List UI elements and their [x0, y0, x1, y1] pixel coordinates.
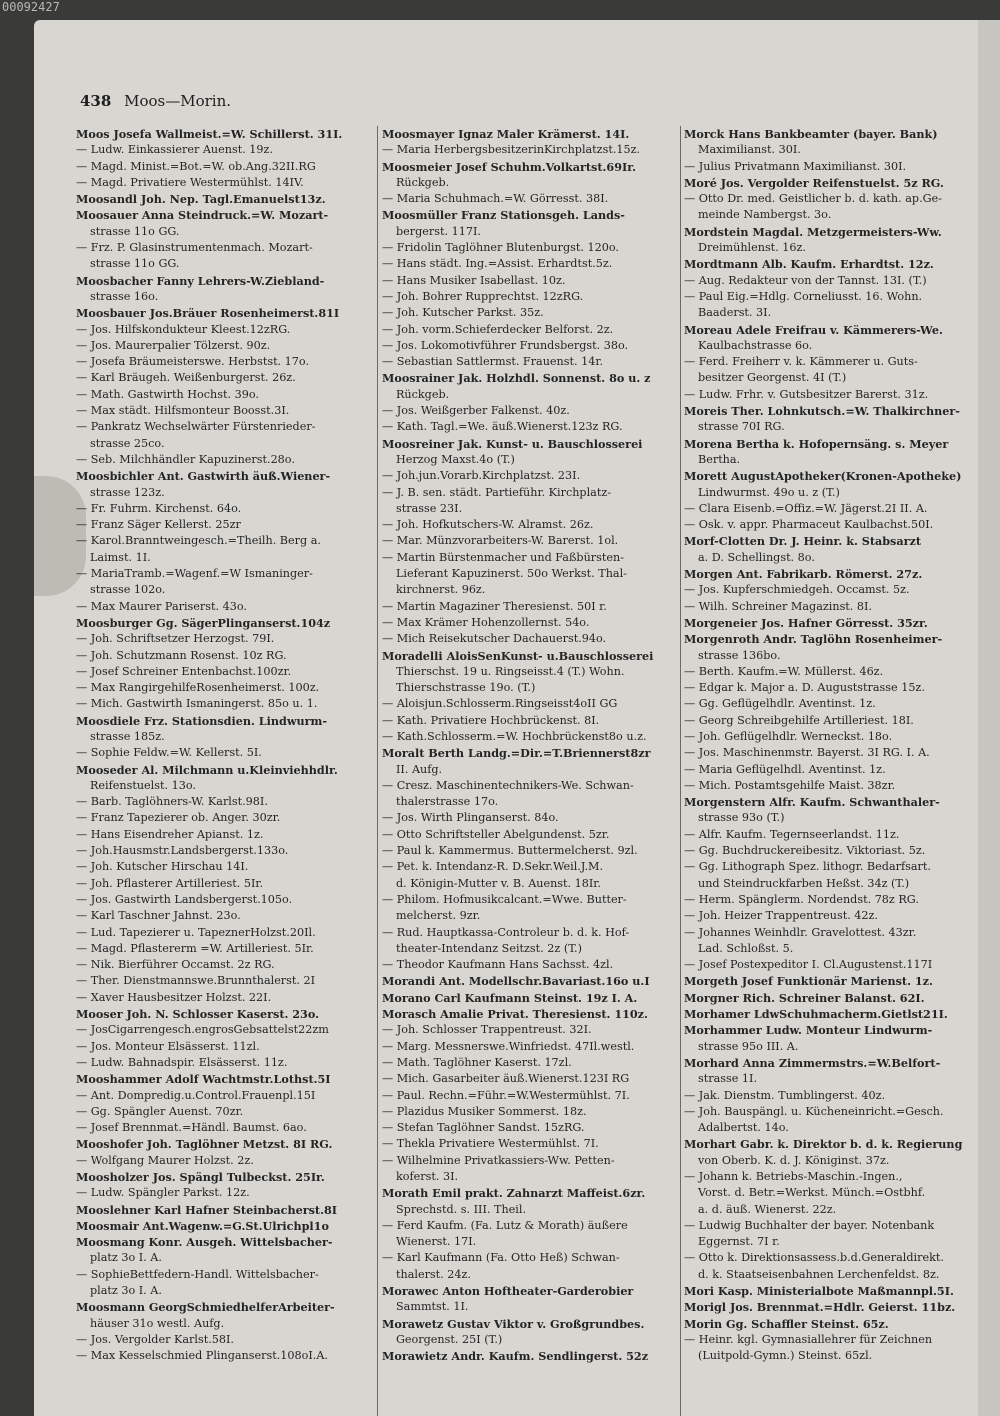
- entry-continuation-line: strasse 11o GG.: [90, 224, 180, 238]
- entry-continuation-line: strasse 95o III. A.: [698, 1039, 799, 1053]
- entry-line: — Pet. k. Intendanz-R. D.Sekr.Weil.J.M.: [382, 860, 604, 874]
- entry-surname-line: Morawec Anton Hoftheater-Garderobier: [382, 1284, 634, 1299]
- entry-line: — Mich Reisekutscher Dachauerst.94o.: [382, 632, 607, 646]
- entry-continuation-line: Adalbertst. 14o.: [698, 1121, 789, 1135]
- entry-surname-line: Morena Bertha k. Hofopernsäng. s. Meyer: [684, 436, 949, 451]
- entry-line: — Josef Brennmat.=Händl. Baumst. 6ao.: [76, 1121, 307, 1135]
- entry-surname-line: Moosholzer Jos. Spängl Tulbeckst. 25Ir.: [76, 1170, 325, 1184]
- entry-line: — Joh. Bohrer Rupprechtst. 12zRG.: [382, 289, 584, 303]
- entry-line: — Karl Kaufmann (Fa. Otto Heß) Schwan-: [382, 1251, 620, 1265]
- entry-line: — Aug. Redakteur von der Tannst. 13I. (T.): [684, 273, 927, 287]
- entry-line: — Gg. Geflügelhdlr. Aventinst. 1z.: [684, 697, 876, 711]
- entry-line: — Maria HerbergsbesitzerinKirchplatzst.15z.: [382, 143, 641, 157]
- entry-line: — Jos. Hilfskondukteur Kleest.12zRG.: [76, 322, 291, 336]
- entry-line: — Joh.Hausmstr.Landsbergerst.133o.: [76, 844, 289, 858]
- entry-surname-line: Moosmeier Josef Schuhm.Volkartst.69Ir.: [382, 159, 636, 174]
- entry-continuation-line: Baaderst. 3I.: [698, 306, 772, 320]
- scan-id-label: 00092427: [2, 0, 60, 14]
- entry-continuation-line: Herzog Maxst.4o (T.): [396, 452, 515, 466]
- column-divider: [680, 126, 681, 1416]
- entry-continuation-line: strasse 93o (T.): [698, 811, 785, 825]
- entry-continuation-line: besitzer Georgenst. 4I (T.): [698, 371, 847, 385]
- entry-line: — Joh. Schutzmann Rosenst. 10z RG.: [76, 648, 287, 662]
- entry-surname-line: Mooseder Al. Milchmann u.Kleinviehhdlr.: [76, 762, 338, 777]
- entry-continuation-line: koferst. 3I.: [396, 1170, 459, 1183]
- entry-line: — Max Kesselschmied Plinganserst.108oI.A.: [76, 1349, 328, 1363]
- entry-line: — Kath. Privatiere Hochbrückenst. 8I.: [382, 713, 600, 727]
- page-number: 438: [80, 92, 112, 110]
- entry-continuation-line: Vorst. d. Betr.=Werkst. Münch.=Ostbhf.: [698, 1186, 926, 1200]
- entry-line: — Magd. Pflastererm =W. Artilleriest. 5Ir.: [76, 941, 314, 955]
- entry-line: — Pankratz Wechselwärter Fürstenrieder-: [76, 420, 316, 434]
- entry-line: — Paul. Rechn.=Führ.=W.Westermühlst. 7I.: [382, 1088, 630, 1102]
- entry-surname-line: Morasch Amalie Privat. Theresienst. 110z.: [382, 1007, 648, 1022]
- entry-line: — Lud. Tapezierer u. TapeznerHolzst.20Il.: [76, 925, 316, 939]
- entry-surname-line: Moosreiner Jak. Kunst- u. Bauschlosserei: [382, 436, 643, 451]
- entry-line: — Nik. Bierführer Occamst. 2z RG.: [76, 958, 275, 972]
- entry-surname-line: Mooser Joh. N. Schlosser Kaserst. 23o.: [76, 1007, 319, 1022]
- entry-continuation-line: d. Königin-Mutter v. B. Auenst. 18Ir.: [396, 876, 601, 890]
- entry-continuation-line: kirchnerst. 96z.: [396, 583, 486, 597]
- entry-continuation-line: Bertha.: [698, 452, 741, 466]
- entry-line: — Johann k. Betriebs-Maschin.-Ingen.,: [684, 1170, 903, 1183]
- entry-line: — J. B. sen. städt. Partieführ. Kirchplatz-: [382, 485, 612, 499]
- entry-line: — Seb. Milchhändler Kapuzinerst.28o.: [76, 452, 295, 466]
- entry-surname-line: Morhard Anna Zimmermstrs.=W.Belfort-: [684, 1055, 941, 1070]
- directory-page: [34, 20, 1000, 1416]
- entry-continuation-line: (Luitpold-Gymn.) Steinst. 65zl.: [698, 1349, 873, 1363]
- entry-continuation-line: meinde Nambergst. 3o.: [698, 208, 832, 222]
- entry-continuation-line: Thierschstrasse 19o. (T.): [396, 681, 536, 695]
- entry-continuation-line: strasse 123z.: [90, 485, 165, 499]
- entry-line: — Josefa Bräumeisterswe. Herbstst. 17o.: [76, 355, 310, 369]
- entry-surname-line: Morgen Ant. Fabrikarb. Römerst. 27z.: [684, 567, 923, 582]
- entry-line: — Fr. Fuhrm. Kirchenst. 64o.: [76, 501, 242, 515]
- entry-surname-line: Moosmair Ant.Wagenw.=G.St.Ulrichpl1o: [76, 1218, 329, 1233]
- entry-line: — Magd. Minist.=Bot.=W. ob.Ang.32II.RG: [76, 159, 316, 173]
- entry-line: — Xaver Hausbesitzer Holzst. 22I.: [76, 990, 272, 1004]
- entry-continuation-line: von Oberb. K. d. J. Königinst. 37z.: [698, 1153, 890, 1167]
- entry-continuation-line: strasse 185z.: [90, 729, 165, 743]
- entry-continuation-line: strasse 11o GG.: [90, 257, 180, 271]
- entry-line: — Kath.Schlosserm.=W. Hochbrückenst8o u.z.: [382, 729, 647, 743]
- entry-line: — Marg. Messnerswe.Winfriedst. 47Il.westl.: [382, 1039, 635, 1053]
- entry-line: — Wilh. Schreiner Magazinst. 8I.: [684, 599, 873, 613]
- entry-line: — Joh. Kutscher Parkst. 35z.: [382, 306, 544, 320]
- entry-line: — Math. Taglöhner Kaserst. 17zl.: [382, 1055, 572, 1069]
- entry-line: — Otto k. Direktionsassess.b.d.Generaldirekt.: [684, 1251, 944, 1265]
- entry-line: — Franz Säger Kellerst. 25zr: [76, 518, 241, 532]
- entry-line: — Math. Gastwirth Hochst. 39o.: [76, 387, 259, 401]
- entry-surname-line: Moreis Ther. Lohnkutsch.=W. Thalkirchner-: [684, 404, 960, 419]
- entry-surname-line: Moosbauer Jos.Bräuer Rosenheimerst.81I: [76, 306, 340, 321]
- entry-surname-line: Morano Carl Kaufmann Steinst. 19z I. A.: [382, 990, 638, 1005]
- entry-line: — Paul k. Kammermus. Buttermelcherst. 9zl.: [382, 844, 638, 858]
- entry-surname-line: Moosandl Joh. Nep. Tagl.Emanuelst13z.: [76, 192, 326, 207]
- entry-line: — MariaTramb.=Wagenf.=W Ismaninger-: [76, 567, 313, 581]
- entry-line: — Franz Tapezierer ob. Anger. 30zr.: [76, 811, 281, 825]
- entry-line: — Berth. Kaufm.=W. Müllerst. 46z.: [684, 664, 884, 678]
- entry-surname-line: Morgeth Josef Funktionär Marienst. 1z.: [684, 974, 933, 989]
- entry-continuation-line: Wienerst. 17I.: [396, 1235, 477, 1249]
- entry-line: — Karol.Branntweingesch.=Theilh. Berg a.: [76, 534, 321, 548]
- entry-line: — Thekla Privatiere Westermühlst. 7I.: [382, 1137, 599, 1151]
- entry-line: — Max RangirgehilfeRosenheimerst. 100z.: [76, 681, 320, 695]
- entry-surname-line: Morgner Rich. Schreiner Balanst. 62I.: [684, 990, 925, 1005]
- entry-line: — Aloisjun.Schlosserm.Ringseisst4oII GG: [382, 697, 618, 711]
- entry-line: — Josef Postexpeditor I. Cl.Augustenst.117I: [684, 958, 933, 972]
- entry-line: — Julius Privatmann Maximilianst. 30I.: [684, 159, 907, 173]
- entry-line: — Plazidus Musiker Sommerst. 18z.: [382, 1104, 587, 1118]
- entry-line: — Martin Magaziner Theresienst. 50I r.: [382, 599, 607, 613]
- entry-continuation-line: Reifenstuelst. 13o.: [90, 778, 196, 792]
- entry-line: — Ant. Dompredig.u.Control.Frauenpl.15I: [76, 1088, 316, 1102]
- entry-surname-line: Morhamer LdwSchuhmacherm.Gietlst21I.: [684, 1007, 948, 1022]
- entry-surname-line: Morgeneier Jos. Hafner Görresst. 35zr.: [684, 615, 928, 630]
- entry-line: — Mich. Gastwirth Ismaningerst. 85o u. 1.: [76, 697, 318, 711]
- entry-surname-line: Moreau Adele Freifrau v. Kämmerers-We.: [684, 322, 943, 337]
- entry-continuation-line: thalerstrasse 17o.: [396, 795, 499, 809]
- entry-surname-line: Mordstein Magdal. Metzgermeisters-Ww.: [684, 224, 942, 239]
- entry-line: — Jos. Gastwirth Landsbergerst.105o.: [76, 892, 293, 906]
- entry-line: — Karl Bräugeh. Weißenburgerst. 26z.: [76, 371, 296, 385]
- entry-line: — Ludw. Bahnadspir. Elsässerst. 11z.: [76, 1055, 288, 1069]
- entry-line: — Otto Schriftsteller Abelgundenst. 5zr.: [382, 827, 610, 841]
- entry-line: — Joh. Pflasterer Artilleriest. 5Ir.: [76, 876, 264, 890]
- entry-line: — Wolfgang Maurer Holzst. 2z.: [76, 1153, 254, 1167]
- entry-line: — Joh. Hofkutschers-W. Alramst. 26z.: [382, 518, 594, 532]
- entry-continuation-line: d. k. Staatseisenbahnen Lerchenfeldst. 8z.: [698, 1267, 940, 1281]
- entry-surname-line: Morhart Gabr. k. Direktor b. d. k. Regierung: [684, 1137, 963, 1152]
- entry-line: — Mich. Postamtsgehilfe Maist. 38zr.: [684, 778, 896, 792]
- entry-continuation-line: thalerst. 24z.: [396, 1267, 471, 1281]
- entry-line: — Fridolin Taglöhner Blutenburgst. 120o.: [382, 241, 619, 255]
- entry-continuation-line: Lad. Schloßst. 5.: [698, 941, 794, 955]
- entry-line: — Karl Taschner Jahnst. 23o.: [76, 909, 241, 923]
- entry-line: — Gg. Lithograph Spez. lithogr. Bedarfsart.: [684, 860, 931, 874]
- entry-continuation-line: Lieferant Kapuzinerst. 50o Werkst. Thal-: [396, 567, 627, 581]
- entry-continuation-line: a. d. äuß. Wienerst. 22z.: [698, 1202, 837, 1216]
- entry-continuation-line: Laimst. 1I.: [90, 550, 151, 564]
- entry-continuation-line: strasse 16o.: [90, 289, 159, 303]
- entry-line: — Ludw. Frhr. v. Gutsbesitzer Barerst. 31z.: [684, 387, 929, 401]
- entry-surname-line: Moosbichler Ant. Gastwirth äuß.Wiener-: [76, 469, 331, 484]
- entry-line: — Alfr. Kaufm. Tegernseerlandst. 11z.: [684, 827, 900, 841]
- entry-line: — Paul Eig.=Hdlg. Corneliusst. 16. Wohn.: [684, 289, 923, 303]
- entry-surname-line: Morawietz Andr. Kaufm. Sendlingerst. 52z: [382, 1349, 649, 1364]
- entry-line: — Ludwig Buchhalter der bayer. Notenbank: [684, 1218, 935, 1232]
- entry-continuation-line: II. Aufg.: [396, 762, 443, 776]
- entry-line: — Jos. Vergolder Karlst.58I.: [76, 1332, 234, 1346]
- entry-line: — Joh. Heizer Trappentreust. 42z.: [684, 909, 878, 923]
- entry-line: — Edgar k. Major a. D. Auguststrasse 15z.: [684, 681, 925, 695]
- entry-line: — Kath. Tagl.=We. äuß.Wienerst.123z RG.: [382, 420, 623, 434]
- entry-line: — Ferd. Freiherr v. k. Kämmerer u. Guts-: [684, 355, 918, 369]
- entry-line: — Cresz. Maschinentechnikers-We. Schwan-: [382, 778, 634, 792]
- entry-line: — Jak. Dienstm. Tumblingerst. 40z.: [684, 1088, 886, 1102]
- entry-line: — Joh. Bauspängl. u. Kücheneinricht.=Gesch.: [684, 1104, 944, 1118]
- entry-line: — JosCigarrengesch.engrosGebsattelst22zm: [76, 1023, 329, 1037]
- entry-surname-line: Morigl Jos. Brennmat.=Hdlr. Geierst. 11bz.: [684, 1300, 956, 1315]
- entry-continuation-line: Thierschst. 19 u. Ringseisst.4 (T.) Wohn.: [396, 664, 625, 678]
- column-divider: [377, 126, 378, 1416]
- entry-line: — Jos. Weißgerber Falkenst. 40z.: [382, 404, 570, 418]
- entry-line: — Sebastian Sattlermst. Frauenst. 14r.: [382, 355, 604, 369]
- entry-continuation-line: Eggernst. 7I r.: [698, 1235, 780, 1249]
- entry-surname-line: Mooslehner Karl Hafner Steinbacherst.8I: [76, 1202, 337, 1217]
- entry-line: — Jos. Maschinenmstr. Bayerst. 3I RG. I. A.: [684, 746, 930, 760]
- entry-line: — Martin Bürstenmacher und Faßbürsten-: [382, 550, 624, 564]
- entry-continuation-line: theater-Intendanz Seitzst. 2z (T.): [396, 941, 582, 955]
- entry-continuation-line: strasse 70I RG.: [698, 420, 785, 434]
- entry-line: — Josef Schreiner Entenbachst.100zr.: [76, 664, 292, 678]
- entry-line: — Gg. Buchdruckereibesitz. Viktoriast. 5z.: [684, 844, 926, 858]
- entry-line: — Ludw. Spängler Parkst. 12z.: [76, 1186, 250, 1200]
- entry-surname-line: Moosmayer Ignaz Maler Krämerst. 14I.: [382, 127, 630, 141]
- entry-continuation-line: Georgenst. 25I (T.): [396, 1332, 503, 1346]
- entry-continuation-line: strasse 136bo.: [698, 648, 781, 662]
- entry-line: — Herm. Spänglerm. Nordendst. 78z RG.: [684, 892, 919, 906]
- entry-continuation-line: platz 3o I. A.: [90, 1284, 162, 1298]
- entry-surname-line: Morandi Ant. Modellschr.Bavariast.16o u.I: [382, 974, 650, 989]
- entry-surname-line: Moosburger Gg. SägerPlinganserst.104z: [76, 615, 331, 630]
- entry-surname-line: Morgenstern Alfr. Kaufm. Schwanthaler-: [684, 795, 940, 810]
- entry-surname-line: Morhammer Ludw. Monteur Lindwurm-: [684, 1023, 933, 1038]
- entry-line: — Max Maurer Pariserst. 43o.: [76, 599, 247, 613]
- entry-line: — Otto Dr. med. Geistlicher b. d. kath. ap.Ge-: [684, 192, 942, 206]
- entry-surname-line: Morawetz Gustav Viktor v. Großgrundbes.: [382, 1316, 645, 1331]
- entry-line: — Heinr. kgl. Gymnasiallehrer für Zeichnen: [684, 1332, 933, 1346]
- entry-surname-line: Morath Emil prakt. Zahnarzt Maffeist.6zr.: [382, 1186, 646, 1201]
- entry-line: — Hans städt. Ing.=Assist. Erhardtst.5z.: [382, 257, 613, 271]
- entry-line: — Ther. Dienstmannswe.Brunnthalerst. 2I: [76, 974, 316, 988]
- entry-surname-line: Moosmann GeorgSchmiedhelferArbeiter-: [76, 1300, 335, 1315]
- entry-continuation-line: bergerst. 117I.: [396, 224, 481, 238]
- entry-surname-line: Mordtmann Alb. Kaufm. Erhardtst. 12z.: [684, 257, 934, 272]
- entry-continuation-line: Maximilianst. 30I.: [698, 143, 801, 157]
- entry-line: — Joh.jun.Vorarb.Kirchplatzst. 23I.: [382, 469, 581, 483]
- entry-line: — Magd. Privatiere Westermühlst. 14IV.: [76, 175, 304, 189]
- entry-surname-line: Moosrainer Jak. Holzhdl. Sonnenst. 8o u. z: [382, 371, 651, 386]
- entry-line: — Jos. Wirth Plinganserst. 84o.: [382, 811, 559, 825]
- entry-line: — Osk. v. appr. Pharmaceut Kaulbachst.50I.: [684, 518, 934, 532]
- entry-surname-line: Mooshofer Joh. Taglöhner Metzst. 8I RG.: [76, 1137, 333, 1152]
- entry-line: — SophieBettfedern-Handl. Wittelsbacher-: [76, 1267, 319, 1281]
- entry-line: — Sophie Feldw.=W. Kellerst. 5I.: [76, 746, 262, 760]
- entry-line: — Maria Geflügelhdl. Aventinst. 1z.: [684, 762, 886, 776]
- column-3: [684, 126, 980, 1365]
- entry-continuation-line: und Steindruckfarben Heßst. 34z (T.): [698, 876, 910, 890]
- entry-surname-line: Morf-Clotten Dr. J. Heinr. k. Stabsarzt: [684, 534, 922, 549]
- entry-surname-line: Moosauer Anna Steindruck.=W. Mozart-: [76, 208, 329, 223]
- entry-line: — Theodor Kaufmann Hans Sachsst. 4zl.: [382, 958, 614, 972]
- entry-continuation-line: strasse 23I.: [396, 501, 463, 515]
- entry-surname-line: Morgenroth Andr. Taglöhn Rosenheimer-: [684, 632, 943, 647]
- entry-continuation-line: Lindwurmst. 49o u. z (T.): [698, 485, 840, 499]
- entry-continuation-line: strasse 102o.: [90, 583, 166, 597]
- entry-line: — Max Krämer Hohenzollernst. 54o.: [382, 615, 590, 629]
- entry-surname-line: Moosdiele Frz. Stationsdien. Lindwurm-: [76, 713, 327, 728]
- entry-line: — Gg. Spängler Auenst. 70zr.: [76, 1104, 244, 1118]
- entry-surname-line: Moosmang Konr. Ausgeh. Wittelsbacher-: [76, 1235, 333, 1250]
- entry-surname-line: Moosmüller Franz Stationsgeh. Lands-: [382, 208, 625, 223]
- entry-line: — Joh. Schlosser Trappentreust. 32I.: [382, 1023, 592, 1037]
- entry-line: — Johannes Weinhdlr. Gravelottest. 43zr.: [684, 925, 917, 939]
- entry-continuation-line: platz 3o I. A.: [90, 1251, 162, 1265]
- entry-surname-line: Moralt Berth Landg.=Dir.=T.Briennerst8zr: [382, 746, 651, 761]
- entry-surname-line: Moos Josefa Wallmeist.=W. Schillerst. 31I.: [76, 127, 343, 141]
- entry-line: — Barb. Taglöhners-W. Karlst.98I.: [76, 795, 268, 809]
- entry-line: — Clara Eisenb.=Offiz.=W. Jägerst.2I II. A.: [684, 501, 928, 515]
- entry-line: — Philom. Hofmusikcalcant.=Wwe. Butter-: [382, 892, 627, 906]
- entry-continuation-line: a. D. Schellingst. 8o.: [698, 550, 815, 564]
- page-header: [80, 92, 231, 110]
- entry-line: — Jos. Lokomotivführer Frundsbergst. 38o.: [382, 338, 629, 352]
- entry-line: — Jos. Monteur Elsässerst. 11zl.: [76, 1039, 260, 1053]
- entry-line: — Ferd Kaufm. (Fa. Lutz & Morath) äußere: [382, 1218, 628, 1232]
- entry-surname-line: Mori Kasp. Ministerialbote Maßmannpl.5I.: [684, 1284, 954, 1299]
- entry-line: — Georg Schreibgehilfe Artilleriest. 18I.: [684, 713, 914, 727]
- entry-line: — Joh. vorm.Schieferdecker Belforst. 2z.: [382, 322, 614, 336]
- entry-line: — Joh. Schriftsetzer Herzogst. 79I.: [76, 632, 275, 646]
- entry-line: — Rud. Hauptkassa-Controleur b. d. k. Hof-: [382, 925, 630, 939]
- entry-line: — Hans Eisendreher Apianst. 1z.: [76, 827, 264, 841]
- entry-continuation-line: Kaulbachstrasse 6o.: [698, 338, 813, 352]
- entry-continuation-line: Dreimühlenst. 16z.: [698, 241, 806, 255]
- entry-continuation-line: strasse 1I.: [698, 1072, 758, 1086]
- entry-line: — Hans Musiker Isabellast. 10z.: [382, 273, 566, 287]
- entry-surname-line: Moré Jos. Vergolder Reifenstuelst. 5z RG.: [684, 175, 944, 190]
- entry-continuation-line: Rückgeb.: [396, 175, 450, 189]
- entry-line: — Maria Schuhmach.=W. Görresst. 38I.: [382, 192, 609, 206]
- entry-continuation-line: Sammtst. 1I.: [396, 1300, 469, 1314]
- entry-surname-line: Moosbacher Fanny Lehrers-W.Ziebland-: [76, 273, 325, 288]
- entry-continuation-line: Rückgeb.: [396, 387, 450, 401]
- entry-continuation-line: Sprechstd. s. III. Theil.: [396, 1202, 527, 1216]
- entry-line: — Ludw. Einkassierer Auenst. 19z.: [76, 143, 273, 157]
- entry-surname-line: Morett AugustApotheker(Kronen-Apotheke): [684, 469, 962, 484]
- entry-line: — Mar. Münzvorarbeiters-W. Barerst. 1ol.: [382, 534, 619, 548]
- entry-surname-line: Morin Gg. Schaffler Steinst. 65z.: [684, 1316, 889, 1331]
- entry-line: — Mich. Gasarbeiter äuß.Wienerst.123I RG: [382, 1072, 630, 1086]
- next-page-edge: [978, 20, 1000, 1416]
- entry-line: — Jos. Kupferschmiedgeh. Occamst. 5z.: [684, 583, 910, 597]
- entry-continuation-line: strasse 25co.: [90, 436, 165, 450]
- entry-line: — Max städt. Hilfsmonteur Boosst.3I.: [76, 404, 290, 418]
- entry-continuation-line: häuser 31o westl. Aufg.: [90, 1316, 225, 1330]
- entry-surname-line: Moradelli AloisSenKunst- u.Bauschlosserei: [382, 648, 654, 663]
- entry-surname-line: Morck Hans Bankbeamter (bayer. Bank): [684, 127, 938, 141]
- column-1: [76, 126, 372, 1365]
- page-range: Moos—Morin.: [124, 92, 231, 110]
- entry-surname-line: Mooshammer Adolf Wachtmstr.Lothst.5I: [76, 1072, 331, 1087]
- entry-line: — Frz. P. Glasinstrumentenmach. Mozart-: [76, 241, 313, 255]
- entry-line: — Joh. Geflügelhdlr. Werneckst. 18o.: [684, 729, 893, 743]
- entry-line: — Joh. Kutscher Hirschau 14I.: [76, 860, 249, 874]
- entry-line: — Wilhelmine Privatkassiers-Ww. Petten-: [382, 1153, 615, 1167]
- entry-continuation-line: melcherst. 9zr.: [396, 909, 481, 923]
- column-2: [382, 126, 678, 1365]
- entry-line: — Jos. Maurerpalier Tölzerst. 90z.: [76, 338, 271, 352]
- entry-line: — Stefan Taglöhner Sandst. 15zRG.: [382, 1121, 585, 1135]
